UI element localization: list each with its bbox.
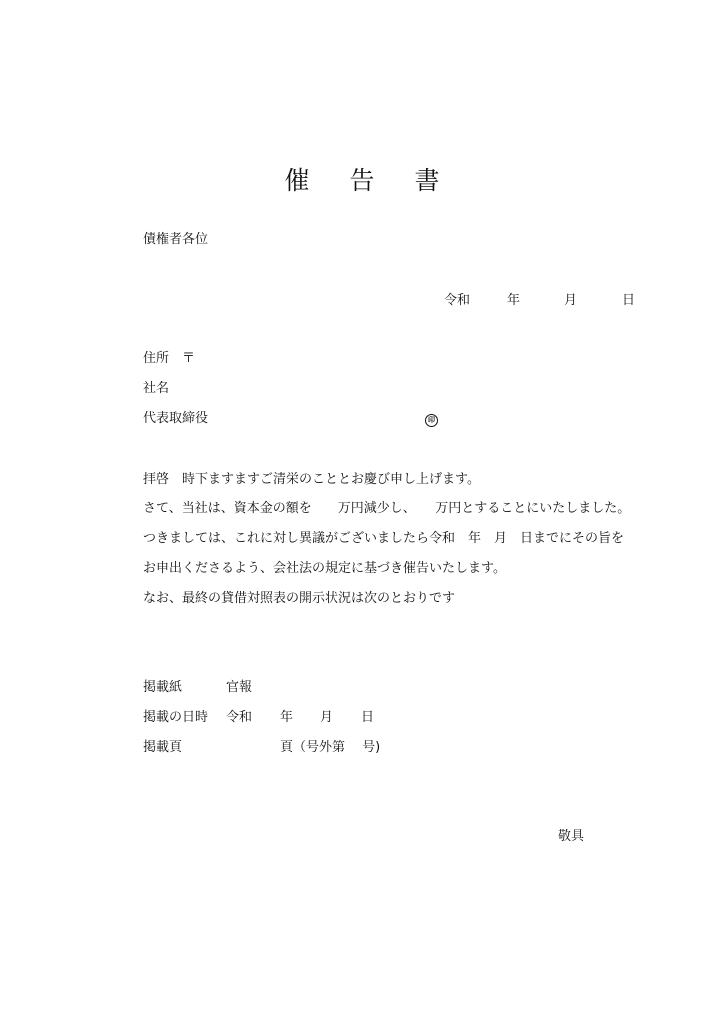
- publication-date-month: 月: [320, 710, 334, 725]
- representative-label: 代表取締役: [143, 411, 209, 426]
- publication-page-label: 掲載頁: [143, 740, 183, 755]
- body-line-2: さて、当社は、資本金の額を 万円減少し、 万円とすることにいたしました。: [143, 501, 631, 516]
- date-month-label: 月: [564, 293, 578, 308]
- date-year-label: 年: [507, 293, 521, 308]
- publication-date-year: 年: [280, 710, 294, 725]
- address-label: 住所: [143, 351, 170, 366]
- publication-paper-value: 官報: [226, 680, 253, 695]
- publication-date-era: 令和: [226, 710, 253, 725]
- closing-keigu: 敬具: [558, 829, 585, 844]
- postal-mark: 〒: [182, 351, 196, 366]
- body-line-4: お申出くださるよう、会社法の規定に基づき催告いたします。: [143, 561, 506, 576]
- body-line-5: なお、最終の貸借対照表の開示状況は次のとおりです: [143, 591, 456, 606]
- body-line-3: つきましては、これに対し異議がございましたら令和 年 月 日までにその旨を: [143, 531, 625, 546]
- publication-date-label: 掲載の日時: [143, 710, 209, 725]
- addressee: 債権者各位: [143, 232, 209, 247]
- date-day-label: 日: [622, 293, 636, 308]
- document-title: 催 告 書: [284, 166, 456, 195]
- seal-mark: 印: [425, 414, 438, 427]
- body-line-1: 拝啓 時下ますますご清栄のこととお慶び申し上げます。: [143, 472, 480, 487]
- publication-date-day: 日: [361, 710, 375, 725]
- company-label: 社名: [143, 381, 170, 396]
- date-era: 令和: [444, 293, 471, 308]
- publication-page-value: 頁（号外第 号): [280, 740, 381, 755]
- publication-paper-label: 掲載紙: [143, 680, 183, 695]
